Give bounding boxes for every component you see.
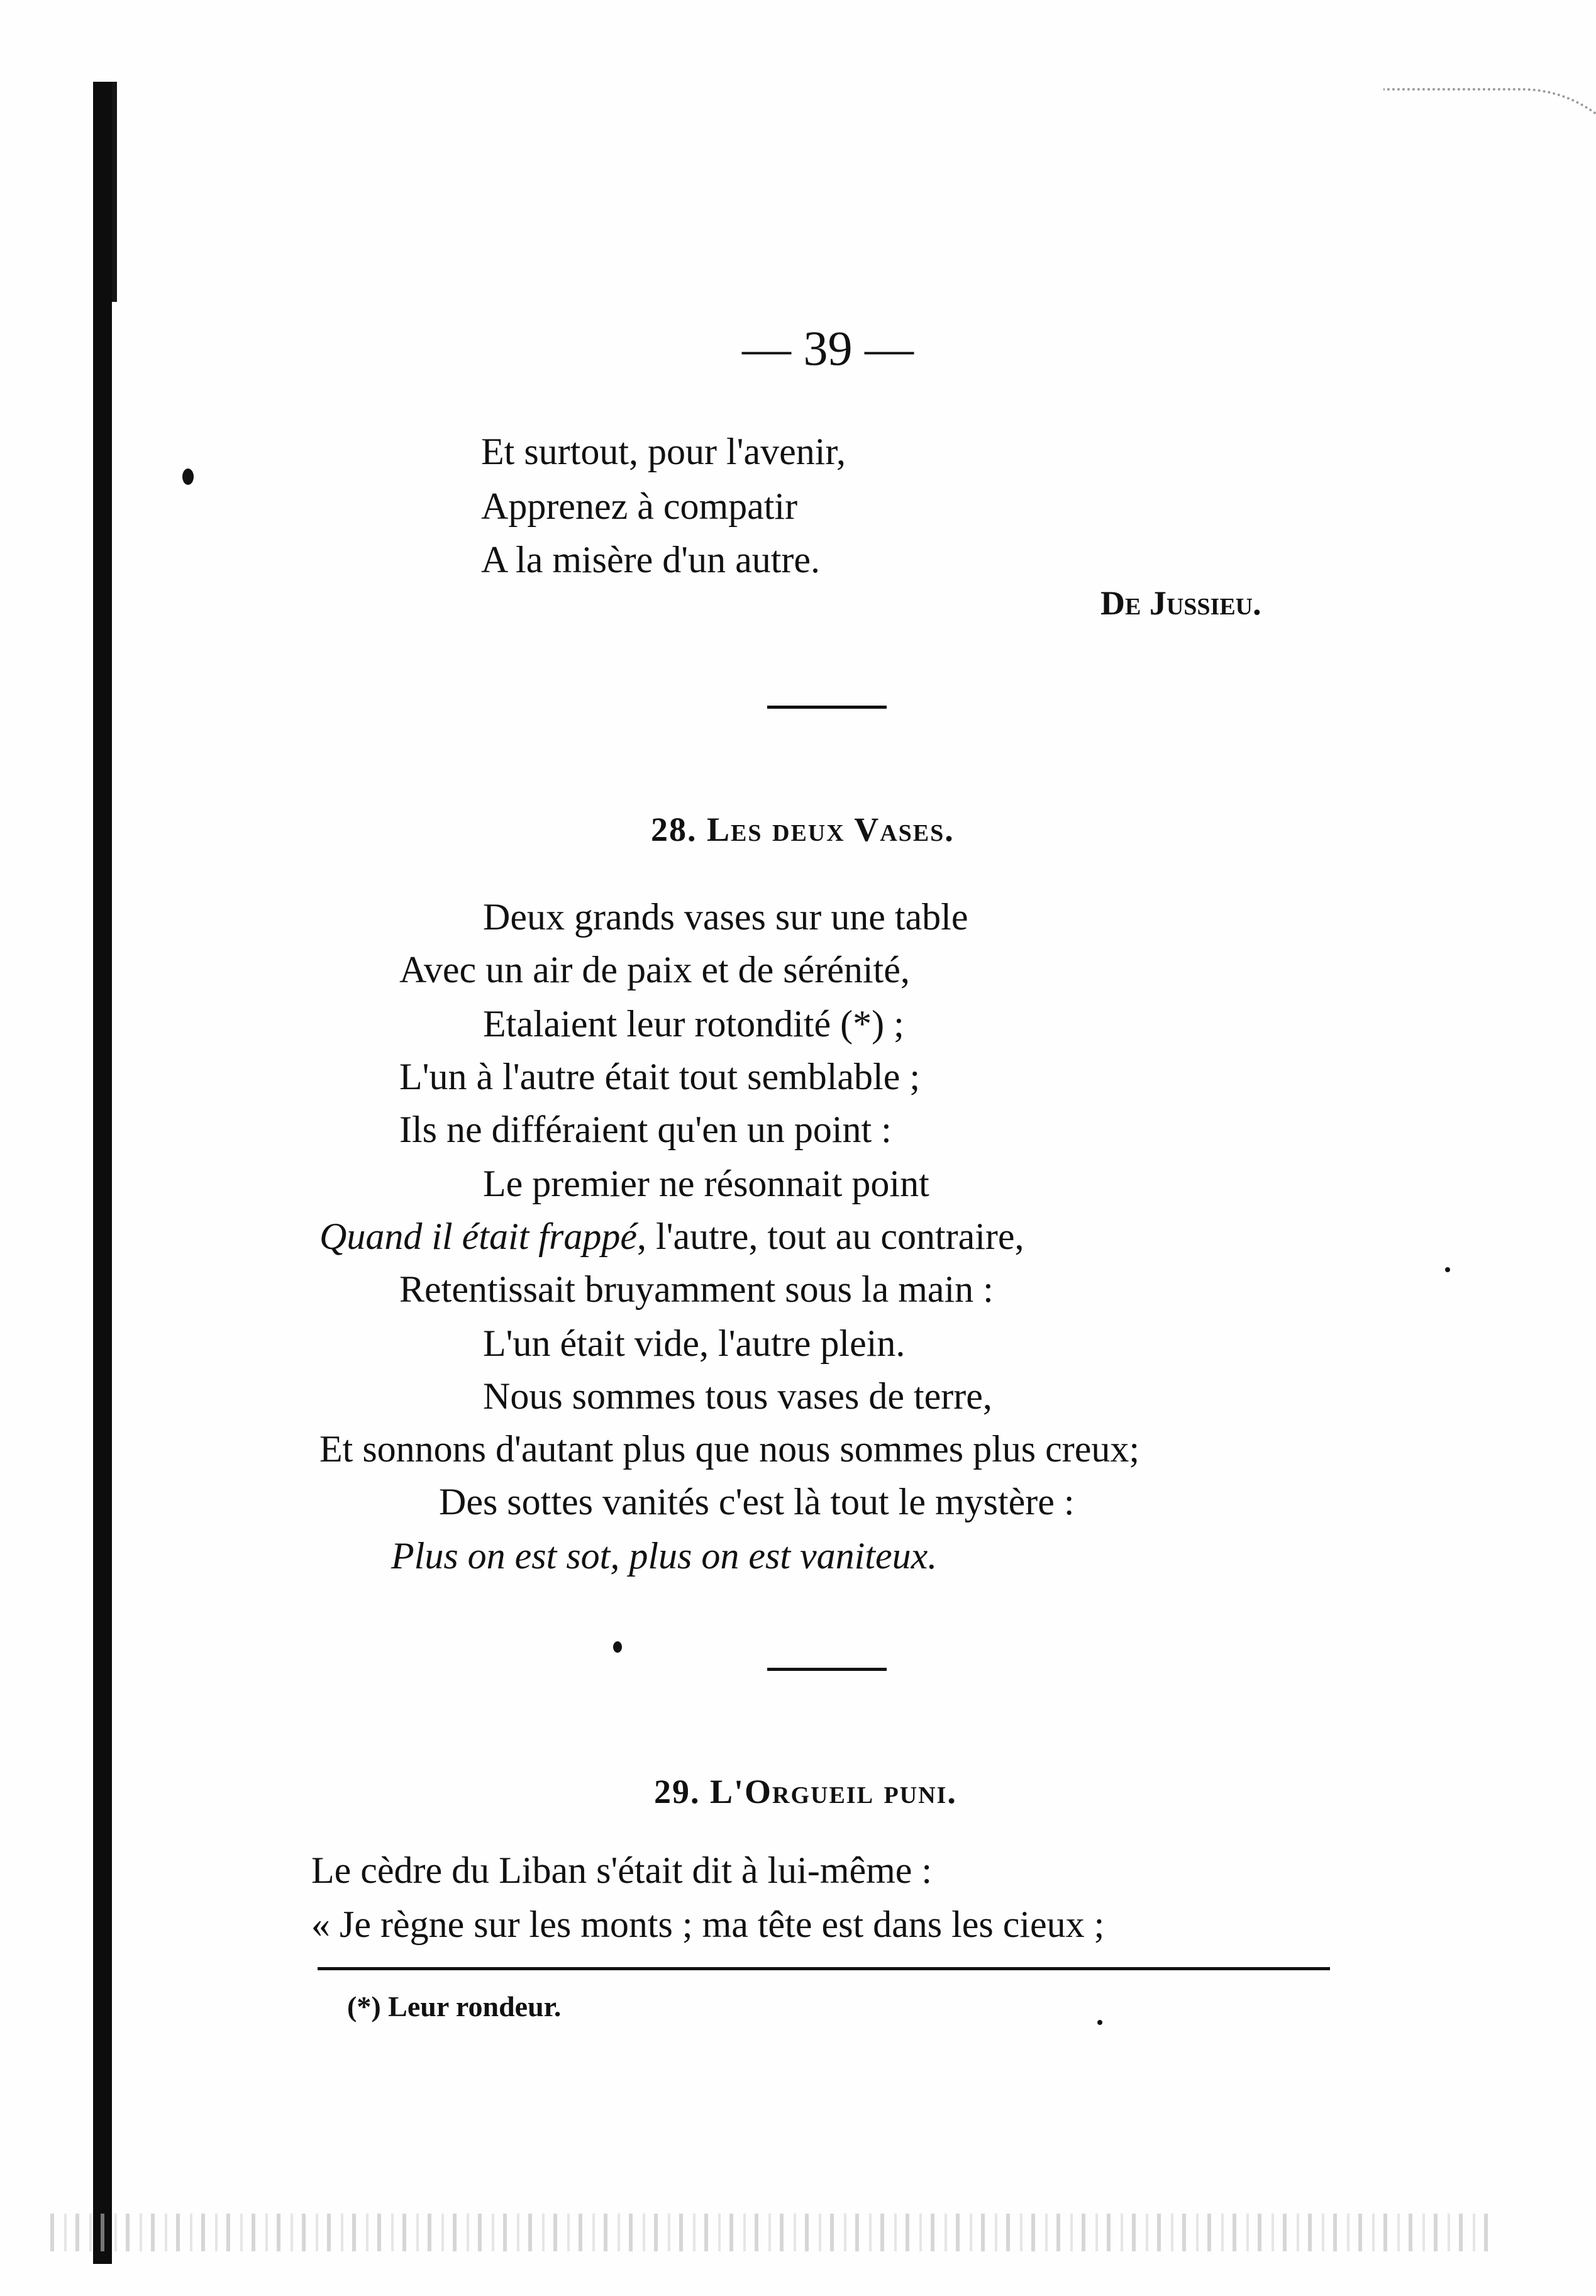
poem-line: A la misère d'un autre. <box>481 539 820 580</box>
fable-line: « Je règne sur les monts ; ma tête est dans les cieux ; <box>311 1904 1105 1945</box>
ink-speck <box>1445 1267 1450 1272</box>
section-separator <box>767 1668 887 1671</box>
fable-line: Deux grands vases sur une table <box>483 896 968 938</box>
page-curl <box>1383 88 1596 2226</box>
fable-line: Avec un air de paix et de sérénité, <box>399 949 910 990</box>
section-separator <box>767 706 887 709</box>
author-attribution: De Jussieu. <box>1100 584 1261 622</box>
poem-line: Apprenez à compatir <box>481 485 798 527</box>
ink-speck <box>613 1641 622 1653</box>
fable-line: Etalaient leur rotondité (*) ; <box>483 1003 904 1045</box>
fable-title: 28. Les deux Vases. <box>651 811 955 848</box>
bottom-smudge <box>50 2214 1497 2251</box>
fable-line: Le cèdre du Liban s'était dit à lui-même : <box>311 1850 933 1891</box>
ink-speck <box>1097 2020 1102 2025</box>
binding-edge <box>93 82 112 2264</box>
fable-line: Quand il était frappé, l'autre, tout au contraire, <box>319 1216 1024 1257</box>
fable-line: L'un à l'autre était tout semblable ; <box>399 1056 921 1097</box>
fable-line: Nous sommes tous vases de terre, <box>483 1375 992 1417</box>
fable-line: Des sottes vanités c'est là tout le mystère : <box>439 1481 1075 1522</box>
fable-line: Retentissait bruyamment sous la main : <box>399 1268 994 1310</box>
page-number: — 39 — <box>742 321 914 375</box>
fable-line: Et sonnons d'autant plus que nous sommes plus creux; <box>319 1428 1140 1470</box>
fable-line-moral: Plus on est sot, plus on est vaniteux. <box>391 1535 938 1577</box>
fable-title: 29. L'Orgueil puni. <box>654 1773 957 1811</box>
fable-line: L'un était vide, l'autre plein. <box>483 1323 906 1364</box>
fable-line: Le premier ne résonnait point <box>483 1163 929 1204</box>
ink-speck <box>182 469 194 485</box>
footnote-rule <box>318 1967 1330 1970</box>
footnote: (*) Leur rondeur. <box>347 1990 562 2022</box>
fable-line: Ils ne différaient qu'en un point : <box>399 1109 892 1150</box>
poem-line: Et surtout, pour l'avenir, <box>481 431 846 472</box>
